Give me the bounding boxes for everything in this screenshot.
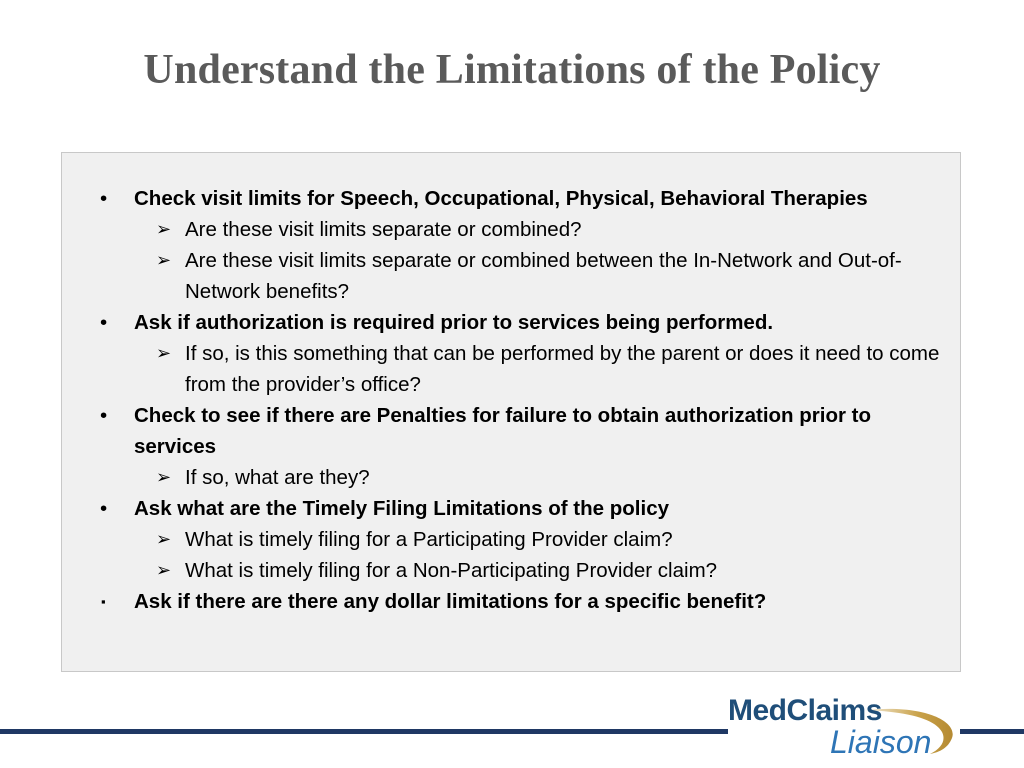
bullet-icon: • xyxy=(100,311,108,334)
logo-text-liaison: Liaison xyxy=(830,724,932,760)
list-item-text: Check to see if there are Penalties for failure to obtain authorization prior to services xyxy=(134,404,871,458)
list-item xyxy=(62,524,940,555)
list-item xyxy=(62,338,940,400)
bullet-icon: • xyxy=(100,497,108,520)
bullet-icon: • xyxy=(100,187,108,210)
list-item-text: What is timely filing for a Non-Participating Provider claim? xyxy=(185,559,718,582)
arrow-bullet-icon: ➢ xyxy=(156,343,172,363)
list-item xyxy=(62,493,940,524)
list-item-text: Ask if there are there any dollar limitations for a specific benefit? xyxy=(134,590,767,613)
content-box xyxy=(61,152,961,672)
list-item-text: Ask if authorization is required prior to services being performed. xyxy=(134,311,774,334)
logo-text-medclaims: MedClaims xyxy=(728,694,882,727)
list-item xyxy=(62,307,940,338)
list-item xyxy=(62,183,940,214)
arrow-bullet-icon: ➢ xyxy=(156,560,172,580)
list-item xyxy=(62,462,940,493)
arrow-bullet-icon: ➢ xyxy=(156,250,172,270)
list-item-text: Are these visit limits separate or combined between the In-Network and Out-of-Network benefits? xyxy=(185,249,902,303)
footer-divider-left xyxy=(0,729,728,734)
arrow-bullet-icon: ➢ xyxy=(156,467,172,487)
footer-divider-right xyxy=(960,729,1024,734)
list-item-text: If so, what are they? xyxy=(185,466,370,489)
arrow-bullet-icon: ➢ xyxy=(156,529,172,549)
list-item xyxy=(62,555,940,586)
list-item xyxy=(62,400,940,462)
company-logo xyxy=(726,694,960,764)
list-item-text: What is timely filing for a Participating Provider claim? xyxy=(185,528,673,551)
arrow-bullet-icon: ➢ xyxy=(156,219,172,239)
list-item xyxy=(62,245,940,307)
list-item xyxy=(62,214,940,245)
bullet-icon: • xyxy=(100,404,108,427)
list-item xyxy=(62,586,940,617)
square-bullet-icon: ▪ xyxy=(101,594,106,609)
list-item-text: Are these visit limits separate or combined? xyxy=(185,218,582,241)
list-item-text: Check visit limits for Speech, Occupational, Physical, Behavioral Therapies xyxy=(134,187,868,210)
list-item-text: If so, is this something that can be performed by the parent or does it need to come from the provider’s office? xyxy=(185,342,940,396)
bullet-list xyxy=(62,153,960,617)
slide-title: Understand the Limitations of the Policy xyxy=(143,47,881,93)
list-item-text: Ask what are the Timely Filing Limitations of the policy xyxy=(134,497,669,520)
